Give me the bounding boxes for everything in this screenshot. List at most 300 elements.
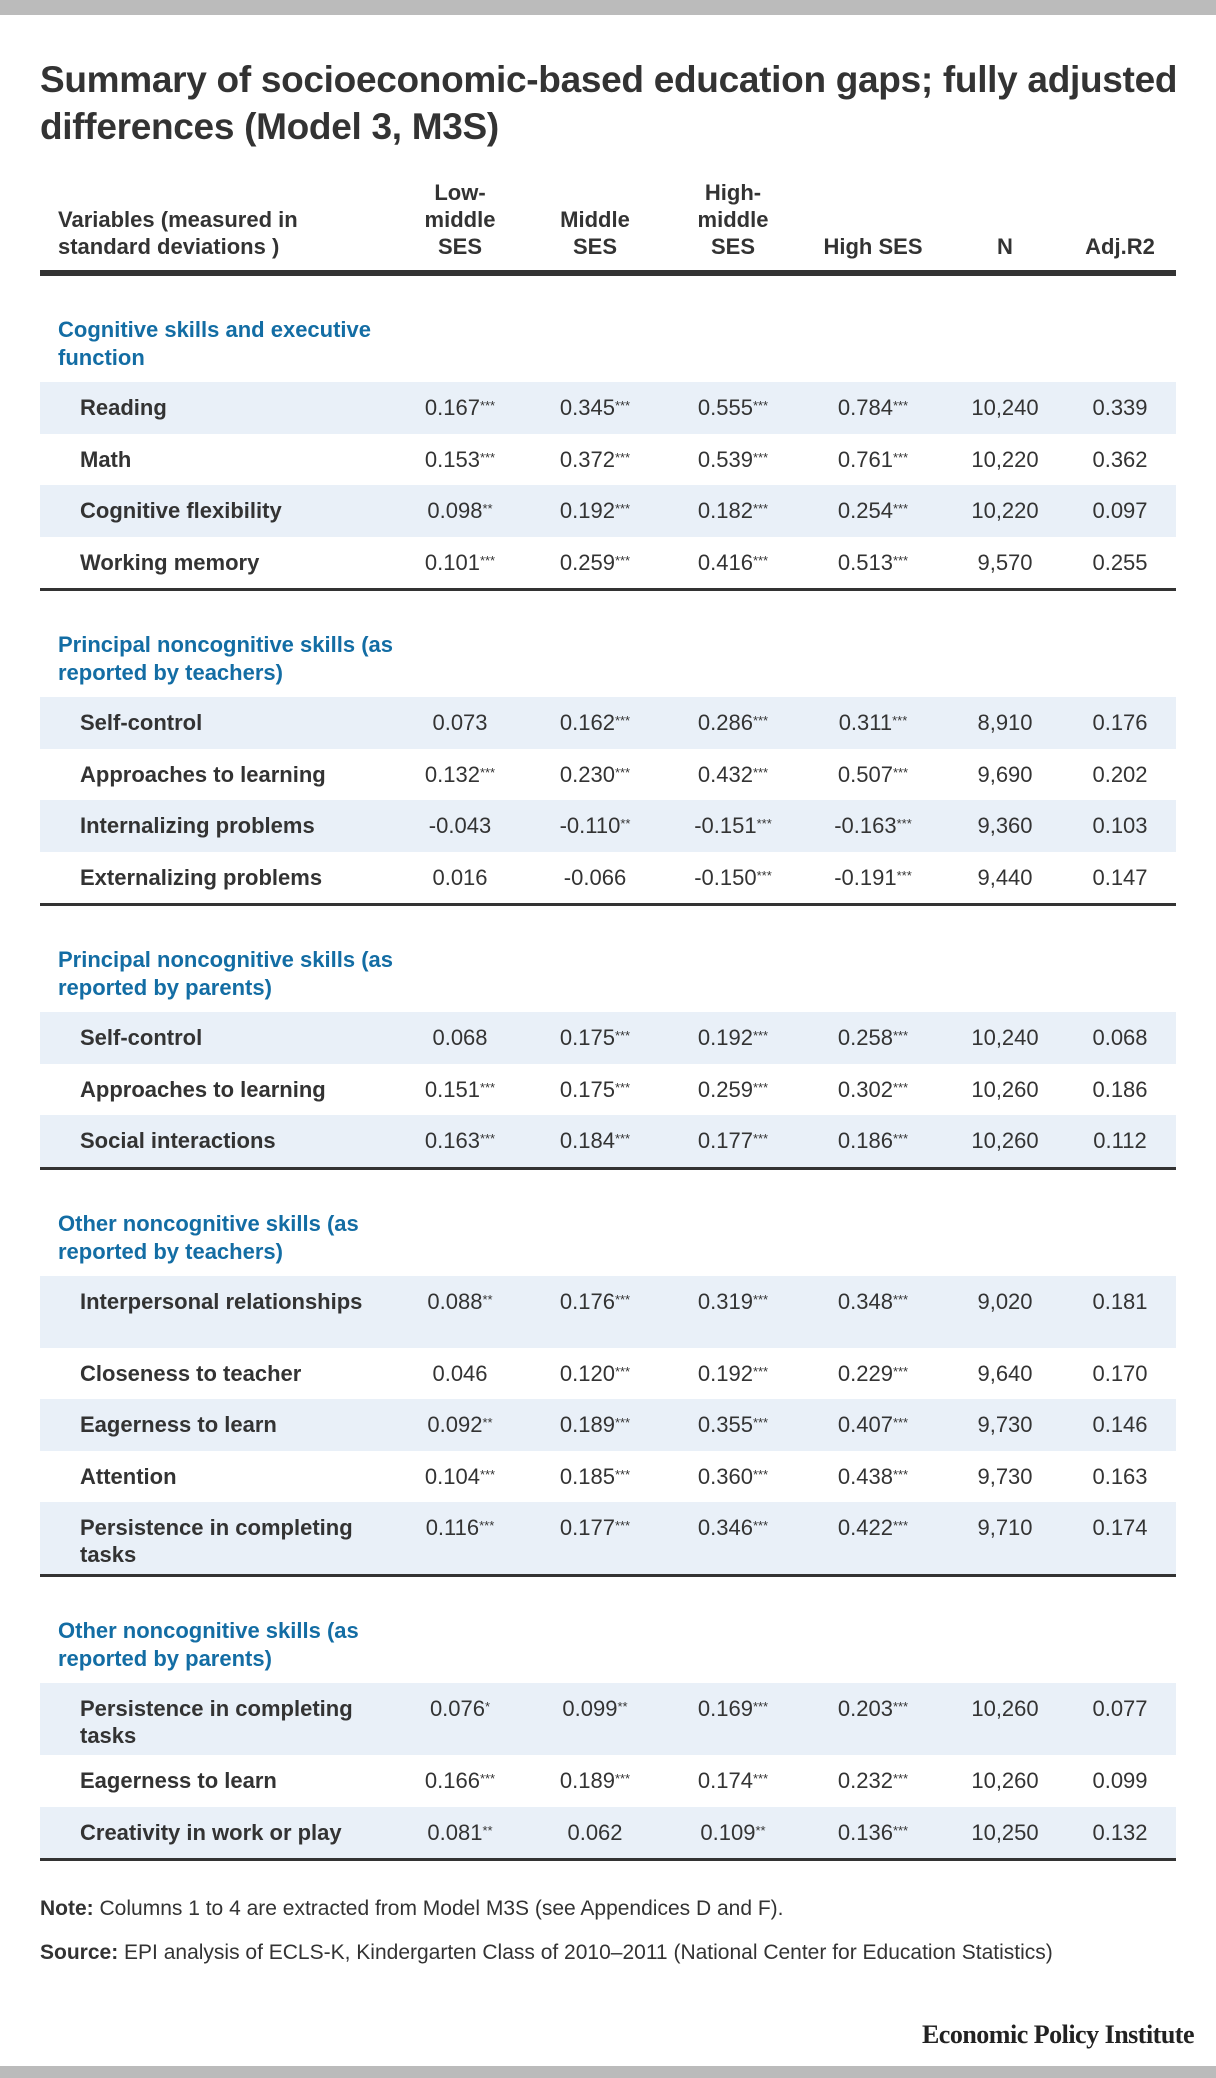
cell-number: 0.099 [562, 1696, 618, 1721]
high-middle-ses-value [683, 761, 783, 788]
table-row [40, 434, 1176, 486]
significance-stars: ** [482, 501, 493, 516]
significance-stars: *** [614, 1291, 631, 1307]
cell-number: 0.162 [559, 710, 615, 735]
adj-r2-value: 0.176 [1092, 710, 1148, 735]
significance-stars: *** [892, 501, 909, 516]
middle-ses-value [545, 864, 645, 891]
row-label: Working memory [80, 549, 260, 575]
cell-number: 0.761 [837, 446, 893, 472]
significance-stars: ** [755, 1822, 766, 1838]
cell-number: 0.136 [837, 1819, 893, 1845]
significance-stars: *** [479, 398, 496, 413]
table-section [40, 276, 1176, 591]
cell-number: 0.286 [697, 710, 753, 735]
cell-number: 0.092 [427, 1412, 483, 1437]
n-value: 10,240 [971, 1025, 1039, 1050]
high-middle-ses-value [683, 1819, 783, 1846]
adj-r2-value: 0.068 [1092, 1025, 1148, 1050]
high-middle-ses-value [683, 1024, 783, 1051]
middle-ses-value [545, 1024, 645, 1051]
cell-number: 0.555 [697, 395, 753, 420]
significance-stars: *** [896, 816, 912, 831]
middle-ses-value [545, 812, 645, 839]
middle-ses-value [545, 1695, 645, 1722]
low-middle-ses-value [410, 1127, 510, 1154]
row-label: Externalizing problems [80, 864, 323, 890]
low-middle-ses-value [410, 1024, 510, 1051]
significance-stars: *** [614, 552, 631, 568]
cell-number: 0.076 [429, 1696, 485, 1721]
significance-stars: *** [752, 398, 769, 413]
cell-number: 0.192 [697, 1025, 753, 1050]
header-variables: Variables (measured in standard deviations ) [58, 207, 298, 259]
cell-number: 0.348 [837, 1288, 893, 1314]
n-value: 10,260 [971, 1696, 1039, 1721]
high-ses-value [823, 394, 923, 421]
table-row [40, 1115, 1176, 1167]
cell-number: 0.073 [432, 710, 488, 735]
cell-number: -0.163 [834, 813, 897, 838]
adj-r2-value: 0.170 [1092, 1360, 1148, 1386]
n-value: 9,570 [977, 549, 1033, 575]
cell-number: 0.016 [432, 864, 488, 890]
cell-number: 0.182 [697, 498, 753, 523]
cell-number: 0.258 [837, 1025, 893, 1050]
cell-number: -0.066 [563, 864, 627, 890]
significance-stars: ** [482, 1415, 493, 1430]
low-middle-ses-value [410, 1360, 510, 1387]
significance-stars: *** [614, 449, 631, 465]
adj-r2-value: 0.112 [1093, 1128, 1147, 1153]
significance-stars: ** [620, 816, 631, 831]
middle-ses-value [545, 1360, 645, 1387]
significance-stars: *** [614, 501, 631, 516]
significance-stars: *** [892, 1466, 909, 1482]
cell-number: 0.416 [697, 549, 753, 575]
table-row [40, 800, 1176, 852]
n-value: 9,440 [977, 864, 1033, 890]
cell-number: 0.174 [697, 1768, 753, 1793]
adj-r2-value: 0.339 [1092, 395, 1148, 420]
high-middle-ses-value [683, 1127, 783, 1154]
high-middle-ses-value [683, 1514, 783, 1541]
n-value: 8,910 [977, 710, 1033, 735]
cell-number: 0.166 [424, 1768, 480, 1793]
low-middle-ses-value [410, 709, 510, 736]
cell-number: 0.046 [432, 1360, 488, 1386]
adj-r2-value: 0.174 [1092, 1515, 1148, 1540]
row-label: Persistence in completing tasks [80, 1696, 353, 1748]
adj-r2-value: 0.077 [1092, 1696, 1148, 1721]
adj-r2-value: 0.147 [1092, 864, 1148, 890]
significance-stars: *** [752, 1363, 769, 1379]
high-ses-value [823, 1360, 923, 1387]
table-row [40, 697, 1176, 749]
adj-r2-value: 0.255 [1092, 549, 1148, 575]
n-value: 10,250 [971, 1819, 1039, 1845]
cell-number: 0.098 [427, 498, 483, 523]
significance-stars: *** [892, 398, 909, 413]
table-note [40, 1893, 1180, 1925]
cell-number: 0.372 [559, 446, 615, 472]
cell-number: 0.360 [697, 1463, 753, 1489]
cell-number: 0.192 [559, 498, 615, 523]
high-ses-value [823, 1819, 923, 1846]
high-middle-ses-value [683, 709, 783, 736]
row-label: Self-control [80, 710, 203, 735]
significance-stars: *** [479, 1079, 496, 1095]
cell-number: 0.163 [424, 1128, 480, 1153]
significance-stars: *** [752, 552, 769, 568]
significance-stars: *** [752, 449, 769, 465]
epi-logo: Economic Policy Institute [921, 2020, 1194, 2049]
cell-number: 0.062 [567, 1819, 623, 1845]
significance-stars: *** [614, 1518, 631, 1533]
cell-number: 0.120 [559, 1360, 615, 1386]
significance-stars: *** [752, 1771, 769, 1786]
n-value: 10,240 [971, 395, 1039, 420]
header-middle-ses: Middle SES [560, 207, 630, 259]
cell-number: 0.230 [559, 761, 615, 787]
table-row [40, 1276, 1176, 1348]
table-row [40, 1451, 1176, 1503]
cell-number: 0.192 [697, 1360, 753, 1386]
high-ses-value [823, 1514, 923, 1541]
high-middle-ses-value [683, 1411, 783, 1438]
table-row [40, 1348, 1176, 1400]
cell-number: 0.319 [697, 1288, 753, 1314]
high-ses-value [823, 1695, 923, 1722]
note-label: Note: [40, 1897, 94, 1920]
high-ses-value [823, 709, 923, 736]
cell-number: 0.167 [424, 395, 480, 420]
cell-number: 0.311 [838, 710, 893, 735]
high-middle-ses-value [683, 1463, 783, 1490]
high-middle-ses-value [683, 1288, 783, 1315]
adj-r2-value: 0.103 [1092, 813, 1148, 838]
row-label: Interpersonal relationships [80, 1288, 363, 1314]
cell-number: 0.068 [432, 1025, 488, 1050]
row-label: Math [80, 446, 132, 472]
section-title: Other noncognitive skills (as reported by parents) [58, 1618, 359, 1671]
cell-number: 0.189 [559, 1768, 615, 1793]
significance-stars: *** [892, 1291, 909, 1307]
n-value: 10,220 [971, 498, 1039, 523]
significance-stars: *** [752, 1028, 769, 1043]
table-section [40, 906, 1176, 1170]
middle-ses-value [545, 1463, 645, 1490]
cell-number: -0.191 [834, 864, 897, 890]
row-label: Reading [80, 395, 167, 420]
significance-stars: *** [752, 764, 769, 780]
high-ses-value [823, 497, 923, 524]
high-ses-value [823, 864, 923, 891]
low-middle-ses-value [410, 1819, 510, 1846]
high-middle-ses-value [683, 812, 783, 839]
significance-stars: *** [892, 1363, 909, 1379]
row-label: Internalizing problems [80, 813, 315, 838]
significance-stars: *** [752, 713, 769, 728]
cell-number: 0.203 [837, 1696, 893, 1721]
note-text: Columns 1 to 4 are extracted from Model M3S (see Appendices D and F). [93, 1897, 784, 1920]
row-label: Self-control [80, 1025, 203, 1050]
adj-r2-value: 0.181 [1092, 1288, 1148, 1314]
high-ses-value [823, 1463, 923, 1490]
cell-number: 0.507 [837, 761, 893, 787]
middle-ses-value [545, 1767, 645, 1794]
section-title: Cognitive skills and executive function [58, 317, 372, 370]
middle-ses-value [545, 549, 645, 576]
n-value: 9,730 [977, 1463, 1033, 1489]
summary-table [40, 178, 1176, 1861]
significance-stars: *** [892, 713, 908, 728]
cell-number: 0.784 [837, 395, 893, 420]
significance-stars: *** [479, 1518, 495, 1533]
significance-stars: *** [614, 764, 631, 780]
middle-ses-value [545, 394, 645, 421]
middle-ses-value [545, 446, 645, 473]
table-row [40, 485, 1176, 537]
middle-ses-value [545, 497, 645, 524]
low-middle-ses-value [410, 446, 510, 473]
cell-number: 0.153 [424, 446, 480, 472]
cell-number: 0.345 [559, 395, 615, 420]
n-value: 10,260 [971, 1076, 1039, 1102]
cell-number: 0.176 [559, 1288, 615, 1314]
middle-ses-value [545, 1076, 645, 1103]
cell-number: 0.081 [427, 1819, 483, 1845]
low-middle-ses-value [410, 1288, 510, 1315]
table-section [40, 1577, 1176, 1861]
adj-r2-value: 0.362 [1092, 446, 1148, 472]
cell-number: 0.422 [837, 1515, 893, 1540]
table-row [40, 1807, 1176, 1859]
cell-number: -0.151 [694, 813, 757, 838]
cell-number: 0.088 [427, 1288, 483, 1314]
row-label: Approaches to learning [80, 1076, 326, 1102]
significance-stars: *** [614, 713, 631, 728]
significance-stars: *** [892, 1518, 909, 1533]
significance-stars: *** [479, 449, 496, 465]
significance-stars: *** [614, 1131, 631, 1146]
significance-stars: *** [479, 764, 496, 780]
high-ses-value [823, 1411, 923, 1438]
table-source [40, 1937, 1140, 1969]
high-ses-value [823, 1127, 923, 1154]
adj-r2-value: 0.099 [1092, 1768, 1148, 1793]
row-label: Cognitive flexibility [80, 498, 282, 523]
low-middle-ses-value [410, 812, 510, 839]
table-section [40, 591, 1176, 906]
significance-stars: * [485, 1699, 491, 1714]
significance-stars: *** [892, 764, 909, 780]
significance-stars: *** [892, 1028, 909, 1043]
high-middle-ses-value [683, 864, 783, 891]
middle-ses-value [545, 1127, 645, 1154]
row-label: Creativity in work or play [80, 1819, 342, 1845]
table-row [40, 1064, 1176, 1116]
low-middle-ses-value [410, 864, 510, 891]
cell-number: 0.104 [424, 1463, 480, 1489]
significance-stars: *** [752, 501, 769, 516]
significance-stars: *** [614, 1363, 631, 1379]
significance-stars: *** [614, 1028, 631, 1043]
row-label: Eagerness to learn [80, 1768, 277, 1793]
row-label: Persistence in completing tasks [80, 1515, 353, 1567]
section-title: Principal noncognitive skills (as reported by teachers) [58, 632, 393, 685]
header-low-middle-ses: Low-middle SES [424, 180, 496, 259]
cell-number: 0.259 [559, 549, 615, 575]
significance-stars: *** [479, 1771, 496, 1786]
significance-stars: ** [482, 1822, 493, 1838]
significance-stars: ** [617, 1699, 628, 1714]
row-label: Approaches to learning [80, 761, 326, 787]
significance-stars: *** [752, 1518, 769, 1533]
significance-stars: ** [482, 1291, 493, 1307]
adj-r2-value: 0.132 [1092, 1819, 1148, 1845]
header-high-middle-ses: High-middle SES [697, 180, 769, 259]
low-middle-ses-value [410, 1514, 510, 1541]
n-value: 9,730 [977, 1412, 1033, 1437]
cell-number: 0.232 [837, 1768, 893, 1793]
cell-number: 0.254 [837, 498, 893, 523]
middle-ses-value [545, 1288, 645, 1315]
significance-stars: *** [614, 1771, 631, 1786]
cell-number: 0.432 [697, 761, 753, 787]
significance-stars: *** [892, 1415, 909, 1430]
significance-stars: *** [752, 1131, 769, 1146]
significance-stars: *** [752, 1466, 769, 1482]
bottom-frame-bar [0, 2066, 1216, 2078]
cell-number: 0.132 [424, 761, 480, 787]
significance-stars: *** [892, 1822, 909, 1838]
adj-r2-value: 0.163 [1092, 1463, 1148, 1489]
n-value: 10,260 [971, 1128, 1039, 1153]
high-middle-ses-value [683, 1695, 783, 1722]
header-adj-r2: Adj.R2 [1085, 234, 1155, 259]
high-ses-value [823, 812, 923, 839]
cell-number: 0.185 [559, 1463, 615, 1489]
top-frame-bar [0, 0, 1216, 15]
cell-number: 0.109 [700, 1819, 756, 1845]
n-value: 9,360 [977, 813, 1033, 838]
significance-stars: *** [752, 1415, 769, 1430]
table-header [40, 178, 1176, 276]
table-row [40, 1502, 1176, 1574]
source-label: Source: [40, 1941, 119, 1964]
high-middle-ses-value [683, 1360, 783, 1387]
significance-stars: *** [614, 398, 631, 413]
table-row [40, 1012, 1176, 1064]
cell-number: 0.438 [837, 1463, 893, 1489]
n-value: 9,640 [977, 1360, 1033, 1386]
cell-number: 0.355 [697, 1412, 753, 1437]
table-row [40, 749, 1176, 801]
cell-number: 0.101 [424, 549, 480, 575]
low-middle-ses-value [410, 1695, 510, 1722]
row-label: Attention [80, 1463, 177, 1489]
cell-number: -0.110 [559, 813, 621, 838]
cell-number: 0.346 [697, 1515, 753, 1540]
cell-number: 0.302 [837, 1076, 893, 1102]
adj-r2-value: 0.146 [1092, 1412, 1148, 1437]
cell-number: 0.189 [559, 1412, 615, 1437]
table-row [40, 382, 1176, 434]
significance-stars: *** [892, 1079, 909, 1095]
low-middle-ses-value [410, 394, 510, 421]
significance-stars: *** [614, 1079, 631, 1095]
cell-number: 0.177 [559, 1515, 615, 1540]
table-row [40, 1683, 1176, 1755]
table-section [40, 1170, 1176, 1578]
table-row [40, 852, 1176, 904]
middle-ses-value [545, 1819, 645, 1846]
high-middle-ses-value [683, 394, 783, 421]
significance-stars: *** [892, 552, 909, 568]
high-middle-ses-value [683, 1767, 783, 1794]
significance-stars: *** [892, 1699, 909, 1714]
cell-number: -0.150 [694, 864, 757, 890]
high-ses-value [823, 1288, 923, 1315]
header-n: N [997, 234, 1013, 259]
cell-number: 0.175 [559, 1076, 615, 1102]
significance-stars: *** [896, 867, 912, 883]
section-title: Principal noncognitive skills (as reported by parents) [58, 947, 393, 1000]
table-row [40, 1399, 1176, 1451]
table-title: Summary of socioeconomic-based education gaps; fully adjusted differences (Model 3, M3S) [40, 59, 1178, 147]
significance-stars: *** [479, 552, 496, 568]
significance-stars: *** [892, 1131, 909, 1146]
high-ses-value [823, 761, 923, 788]
significance-stars: *** [752, 1699, 769, 1714]
header-high-ses: High SES [823, 234, 923, 259]
cell-number: 0.186 [837, 1128, 893, 1153]
n-value: 10,260 [971, 1768, 1039, 1793]
cell-number: 0.169 [697, 1696, 753, 1721]
row-label: Eagerness to learn [80, 1412, 277, 1437]
significance-stars: *** [752, 1079, 769, 1095]
adj-r2-value: 0.186 [1092, 1076, 1148, 1102]
section-title: Other noncognitive skills (as reported by teachers) [58, 1210, 359, 1264]
low-middle-ses-value [410, 1463, 510, 1490]
row-label: Closeness to teacher [80, 1360, 302, 1386]
middle-ses-value [545, 761, 645, 788]
significance-stars: *** [614, 1415, 631, 1430]
cell-number: 0.539 [697, 446, 753, 472]
n-value: 9,020 [977, 1288, 1033, 1314]
table-body [40, 276, 1176, 1861]
cell-number: 0.175 [559, 1025, 615, 1050]
adj-r2-value: 0.097 [1092, 498, 1148, 523]
table-row [40, 1755, 1176, 1807]
cell-number: 0.407 [837, 1412, 893, 1437]
high-ses-value [823, 1024, 923, 1051]
high-ses-value [823, 446, 923, 473]
high-ses-value [823, 1767, 923, 1794]
source-text: EPI analysis of ECLS-K, Kindergarten Class of 2010–2011 (National Center for Education Statistics) [118, 1941, 1053, 1964]
significance-stars: *** [479, 1466, 496, 1482]
row-label: Social interactions [80, 1128, 276, 1153]
significance-stars: *** [892, 449, 909, 465]
high-middle-ses-value [683, 549, 783, 576]
cell-number: 0.229 [837, 1360, 893, 1386]
adj-r2-value: 0.202 [1092, 761, 1148, 787]
significance-stars: *** [756, 867, 772, 883]
low-middle-ses-value [410, 1411, 510, 1438]
cell-number: 0.259 [697, 1076, 753, 1102]
significance-stars: *** [756, 816, 772, 831]
